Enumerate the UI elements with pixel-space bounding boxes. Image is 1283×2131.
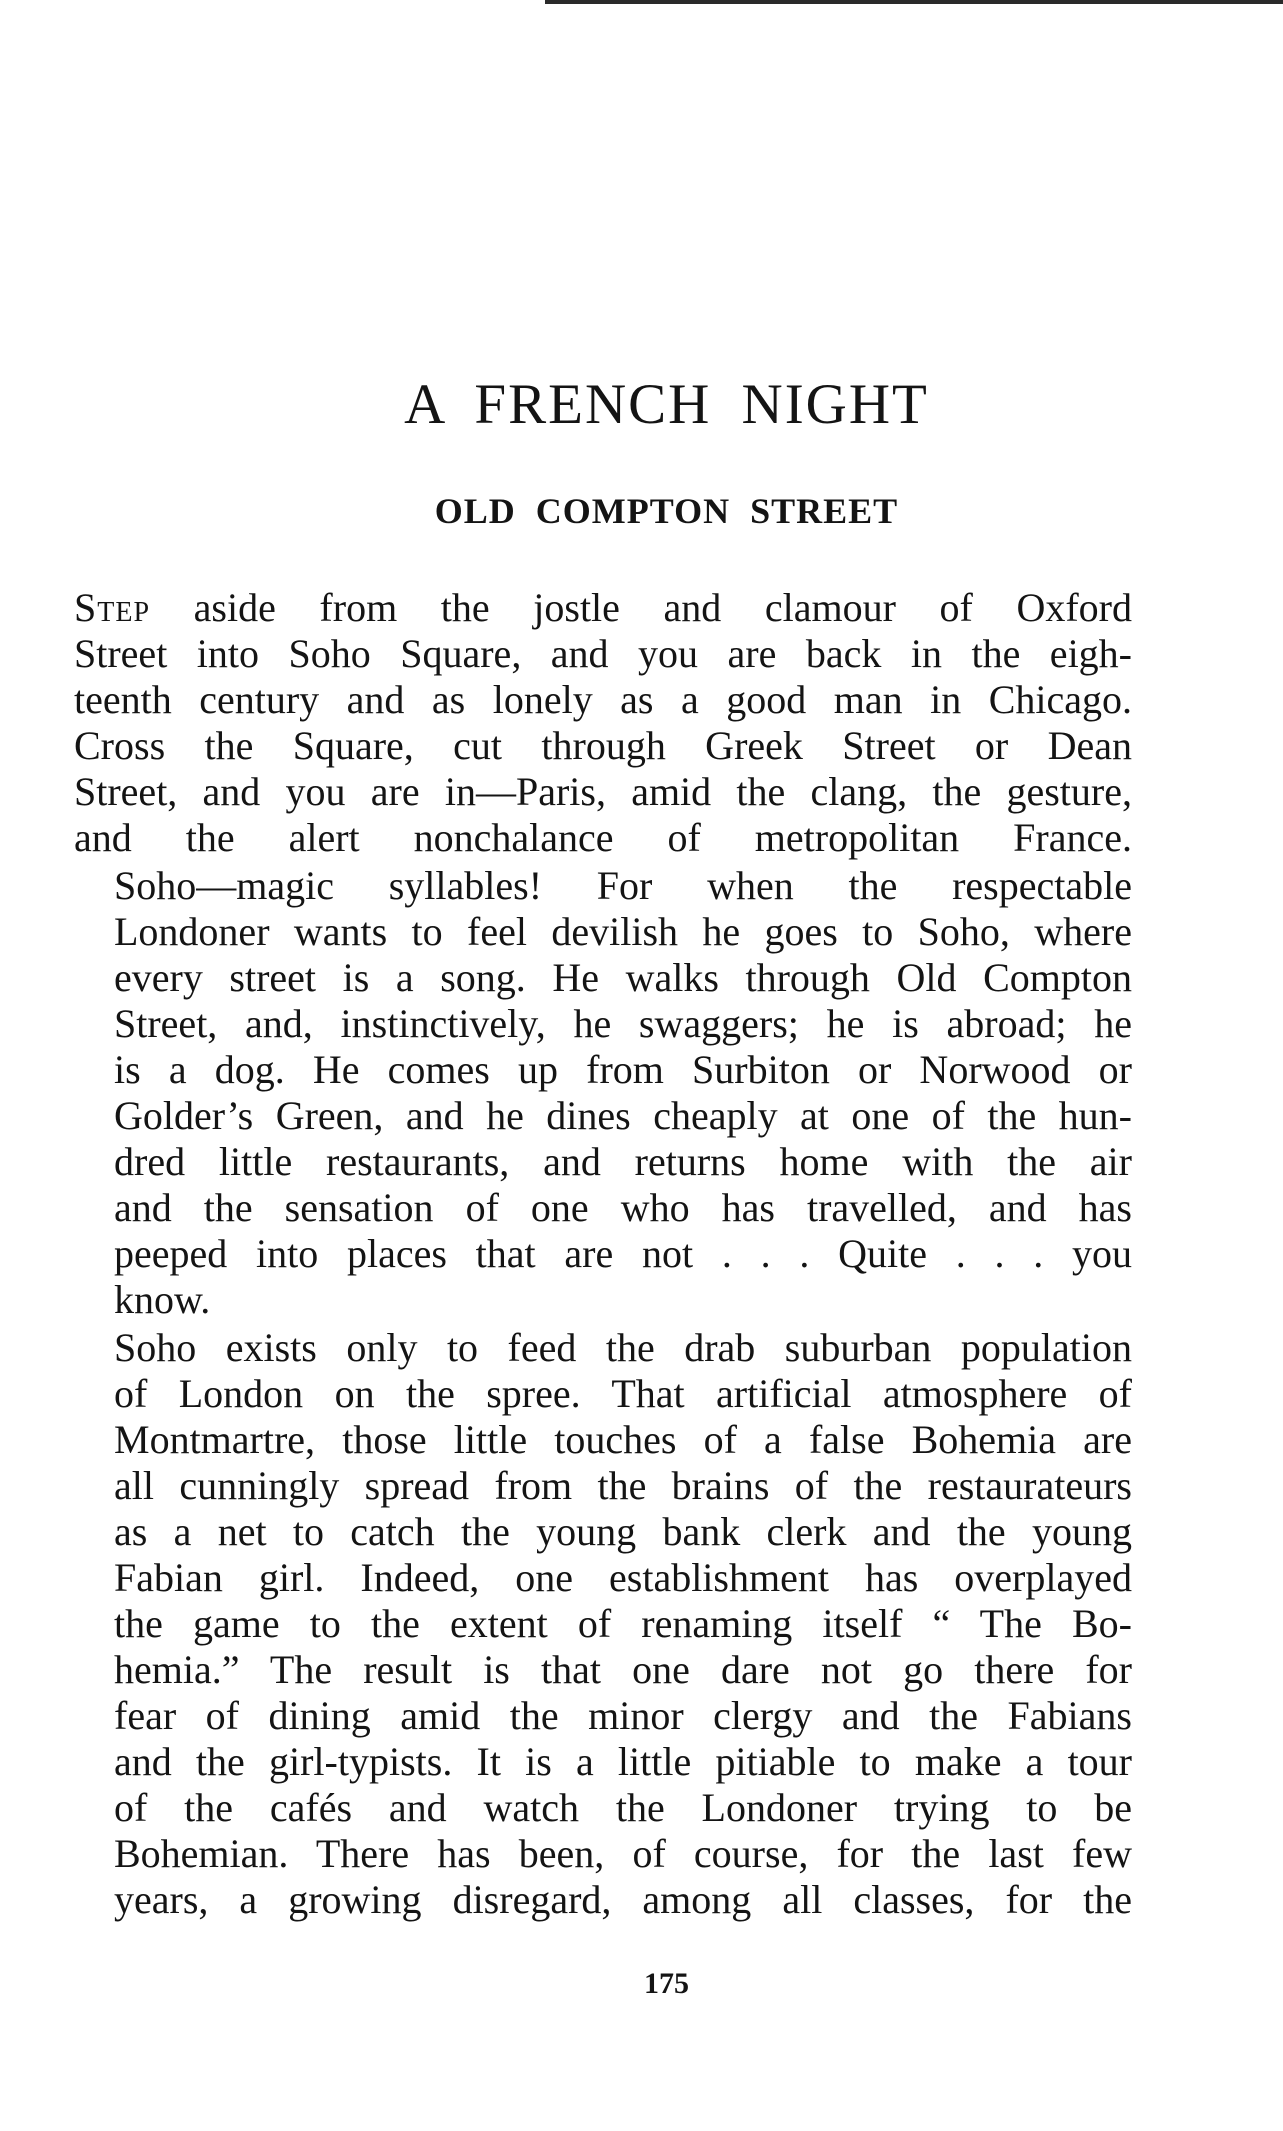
text-line: of the cafés and watch the Londoner trying to be — [114, 1785, 1132, 1830]
text-line: the game to the extent of renaming itself “ The Bo- — [114, 1601, 1132, 1646]
text-line: Golder’s Green, and he dines cheaply at one of the hun- — [114, 1093, 1132, 1138]
text-line: all cunningly spread from the brains of the restaurateurs — [114, 1463, 1132, 1508]
text-line: know. — [114, 1277, 211, 1322]
text-line: years, a growing disregard, among all classes, for the — [114, 1877, 1132, 1922]
text-line: every street is a song. He walks through Old Compton — [114, 955, 1132, 1000]
text-line: teenth century and as lonely as a good man in Chicago. — [74, 677, 1132, 722]
paragraph-3 — [74, 1325, 1132, 1923]
text-line: Street, and you are in—Paris, amid the clang, the gesture, — [74, 769, 1132, 814]
text-line: Soho—magic syllables! For when the respectable — [114, 863, 1132, 908]
paragraph-2 — [74, 863, 1132, 1323]
text-line: Londoner wants to feel devilish he goes to Soho, where — [114, 909, 1132, 954]
text-line: Montmartre, those little touches of a false Bohemia are — [114, 1417, 1132, 1462]
text-line — [74, 585, 1132, 631]
text-line: Cross the Square, cut through Greek Street or Dean — [74, 723, 1132, 768]
text-line: hemia.” The result is that one dare not go there for — [114, 1647, 1132, 1692]
text-line: of London on the spree. That artificial atmosphere of — [114, 1371, 1132, 1416]
text-line: as a net to catch the young bank clerk and the young — [114, 1509, 1132, 1554]
text-line-rest: aside from the jostle and clamour of Oxford — [150, 585, 1132, 630]
text-line: dred little restaurants, and returns home with the air — [114, 1139, 1132, 1184]
chapter-title: A FRENCH NIGHT — [404, 373, 929, 436]
text-line: Bohemian. There has been, of course, for the last few — [114, 1831, 1132, 1876]
text-line: and the alert nonchalance of metropolitan France. — [74, 815, 1132, 860]
body-text — [74, 585, 1132, 1923]
page-number: 175 — [644, 1967, 689, 2000]
text-line: peeped into places that are not . . . Quite . . . you — [114, 1231, 1132, 1276]
text-line: Street into Soho Square, and you are back in the eigh- — [74, 631, 1132, 676]
text-line: fear of dining amid the minor clergy and the Fabians — [114, 1693, 1132, 1738]
text-line: Fabian girl. Indeed, one establishment has overplayed — [114, 1555, 1132, 1600]
text-line: Soho exists only to feed the drab suburban population — [114, 1325, 1132, 1370]
chapter-subtitle: OLD COMPTON STREET — [434, 491, 899, 531]
text-line: Street, and, instinctively, he swaggers; he is abroad; he — [114, 1001, 1132, 1046]
text-line: is a dog. He comes up from Surbiton or Norwood or — [114, 1047, 1132, 1092]
text-line: and the sensation of one who has travelled, and has — [114, 1185, 1132, 1230]
text-line: and the girl-typists. It is a little pitiable to make a tour — [114, 1739, 1132, 1784]
paragraph-1 — [74, 585, 1132, 861]
opening-word: Step — [74, 585, 151, 630]
